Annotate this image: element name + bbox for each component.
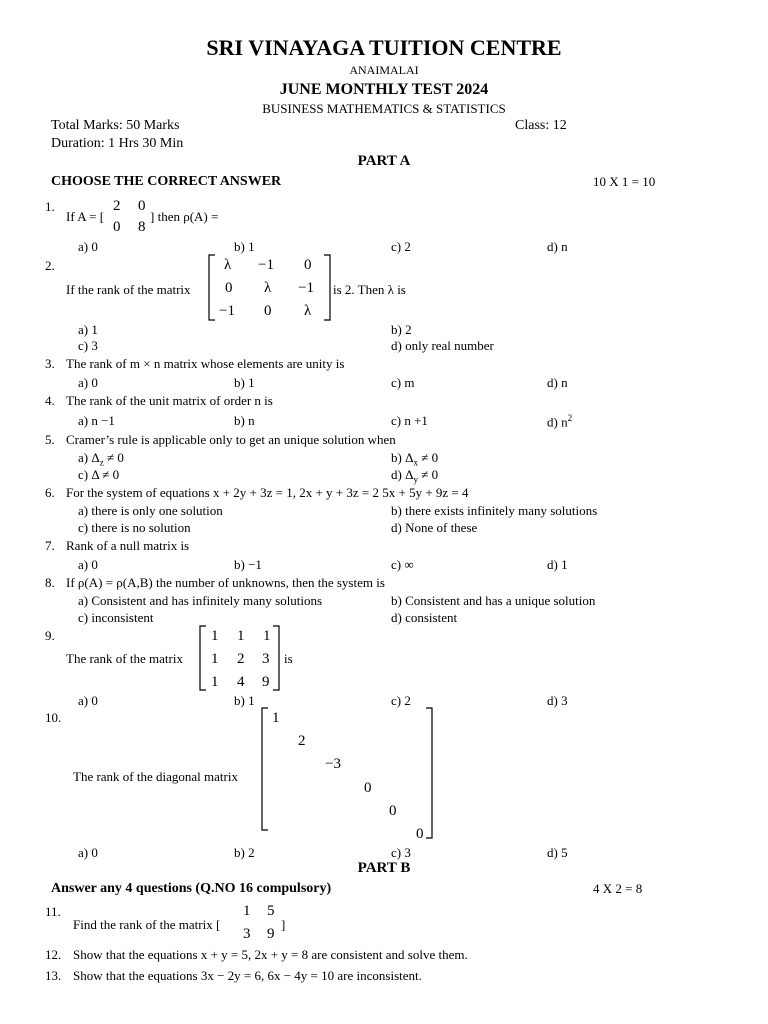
total-marks: Total Marks: 50 Marks <box>51 118 180 133</box>
q5-option-c: c) Δ ≠ 0 <box>78 467 120 482</box>
q11-matrix-cell: 5 <box>267 903 275 919</box>
part-b-title: PART B <box>357 860 411 876</box>
q1-matrix-cell: 2 <box>113 198 121 214</box>
q2-option-c: c) 3 <box>78 338 98 353</box>
q2-text-pre: If the rank of the matrix <box>66 282 191 297</box>
q2-matrix-cell: λ <box>224 257 232 273</box>
q9-matrix-cell: 3 <box>262 651 270 667</box>
q12-number: 12. <box>45 947 62 962</box>
q1-text-post: ] then ρ(A) = <box>150 209 219 224</box>
q7-option-d: d) 1 <box>547 557 568 572</box>
part-a-instruction: CHOOSE THE CORRECT ANSWER <box>51 174 282 189</box>
q2-option-d: d) only real number <box>391 338 494 353</box>
q10-option-a: a) 0 <box>78 845 98 860</box>
q2-matrix-cell: λ <box>264 280 272 296</box>
q3-option-b: b) 1 <box>234 375 255 390</box>
q9-matrix-cell: 2 <box>237 651 245 667</box>
q2-matrix-cell: −1 <box>258 257 274 273</box>
school-title: SRI VINAYAGA TUITION CENTRE <box>206 35 562 60</box>
q4-number: 4. <box>45 393 55 408</box>
duration: Duration: 1 Hrs 30 Min <box>51 136 184 151</box>
q4-option-c: c) n +1 <box>391 413 428 428</box>
part-a-marks: 10 X 1 = 10 <box>593 174 656 189</box>
q5-text: Cramer’s rule is applicable only to get an unique solution when <box>66 432 396 447</box>
q2-option-b: b) 2 <box>391 322 412 337</box>
q6-option-a: a) there is only one solution <box>78 503 223 518</box>
q12-text: Show that the equations x + y = 5, 2x + y = 8 are consistent and solve them. <box>73 947 468 962</box>
q13-text: Show that the equations 3x − 2y = 6, 6x − 4y = 10 are inconsistent. <box>73 968 422 983</box>
q11-matrix-cell: 1 <box>243 903 251 919</box>
q8-option-c: c) inconsistent <box>78 610 154 625</box>
q4-option-b: b) n <box>234 413 255 428</box>
q9-number: 9. <box>45 628 55 643</box>
q9-matrix-cell: 1 <box>211 651 219 667</box>
q2-matrix-cell: 0 <box>304 257 312 273</box>
q6-option-d: d) None of these <box>391 520 478 535</box>
q7-option-a: a) 0 <box>78 557 98 572</box>
q4-option-a: a) n −1 <box>78 413 115 428</box>
q9-option-a: a) 0 <box>78 693 98 708</box>
q7-option-c: c) ∞ <box>391 557 414 572</box>
q8-text: If ρ(A) = ρ(A,B) the number of unknowns, then the system is <box>66 575 385 590</box>
q5-option-d: d) $\Delta_y \ne 0$ <box>391 467 439 485</box>
q11-number: 11. <box>45 904 61 919</box>
q8-option-d: d) consistent <box>391 610 458 625</box>
q1-matrix-cell: 0 <box>138 198 146 214</box>
q9-left-bracket <box>200 626 206 690</box>
q9-option-d: d) 3 <box>547 693 568 708</box>
q1-option-a: a) 0 <box>78 239 98 254</box>
q5-option-b: b) $\Delta_x \ne 0$ <box>391 450 439 468</box>
part-b-marks: 4 X 2 = 8 <box>593 881 643 896</box>
q2-matrix-cell: λ <box>304 303 312 319</box>
q3-option-a: a) 0 <box>78 375 98 390</box>
q10-matrix-cell: 1 <box>272 710 280 726</box>
q10-left-bracket <box>262 708 268 830</box>
q9-matrix-cell: 9 <box>262 674 270 690</box>
q10-matrix-cell: −3 <box>325 756 341 772</box>
q7-number: 7. <box>45 538 55 553</box>
part-b-instruction: Answer any 4 questions (Q.NO 16 compulsory) <box>51 881 332 896</box>
q2-matrix-cell: 0 <box>264 303 272 319</box>
q1-number: 1. <box>45 199 55 214</box>
q2-matrix-cell: 0 <box>225 280 233 296</box>
q9-option-b: b) 1 <box>234 693 255 708</box>
q1-matrix-cell: 0 <box>113 219 121 235</box>
q6-option-c: c) there is no solution <box>78 520 191 535</box>
q9-matrix-cell: 4 <box>237 674 245 690</box>
q10-matrix-cell: 0 <box>389 803 397 819</box>
q10-matrix-cell: 0 <box>416 826 424 842</box>
q9-matrix-cell: 1 <box>237 628 245 644</box>
q9-matrix-cell: 1 <box>211 674 219 690</box>
q2-number: 2. <box>45 258 55 273</box>
q6-number: 6. <box>45 485 55 500</box>
q4-option-d: d) $n^2$ <box>547 413 573 430</box>
q1-option-c: c) 2 <box>391 239 411 254</box>
q1-text-pre: If A = [ <box>66 209 105 224</box>
q9-right-bracket <box>273 626 279 690</box>
q2-matrix-cell: −1 <box>219 303 235 319</box>
q1-matrix-cell: 8 <box>138 219 146 235</box>
q3-option-c: c) m <box>391 375 415 390</box>
q9-text-post: is <box>284 651 293 666</box>
q11-matrix-cell: 9 <box>267 926 275 942</box>
q9-matrix-cell: 1 <box>211 628 219 644</box>
q8-number: 8. <box>45 575 55 590</box>
q2-matrix-cell: −1 <box>298 280 314 296</box>
q7-text: Rank of a null matrix is <box>66 538 190 553</box>
q10-option-d: d) 5 <box>547 845 568 860</box>
q9-text-pre: The rank of the matrix <box>66 651 183 666</box>
q10-right-bracket <box>426 708 432 838</box>
q5-number: 5. <box>45 432 55 447</box>
q5-option-a: a) $\Delta_z \ne 0$ <box>78 450 124 468</box>
q10-number: 10. <box>45 710 62 725</box>
q10-matrix-cell: 0 <box>364 780 372 796</box>
q3-option-d: d) n <box>547 375 568 390</box>
q3-text: The rank of m × n matrix whose elements are unity is <box>66 356 345 371</box>
q11-matrix-cell: 3 <box>243 926 251 942</box>
q8-option-a: a) Consistent and has infinitely many solutions <box>78 593 323 608</box>
q6-option-b: b) there exists infinitely many solutions <box>391 503 598 518</box>
q7-option-b: b) −1 <box>234 557 262 572</box>
q13-number: 13. <box>45 968 62 983</box>
q2-right-bracket <box>324 255 330 320</box>
school-place: ANAIMALAI <box>349 63 419 77</box>
q4-text: The rank of the unit matrix of order n is <box>66 393 273 408</box>
q10-option-c: c) 3 <box>391 845 411 860</box>
q11-text-pre: Find the rank of the matrix [ <box>73 917 221 932</box>
q8-option-b: b) Consistent and has a unique solution <box>391 593 596 608</box>
test-title: JUNE MONTHLY TEST 2024 <box>279 81 489 98</box>
q6-text: For the system of equations x + 2y + 3z = 1, 2x + y + 3z = 2 5x + 5y + 9z = 4 <box>66 485 469 500</box>
q10-option-b: b) 2 <box>234 845 255 860</box>
q1-option-d: d) n <box>547 239 568 254</box>
q2-text-post: is 2. Then λ is <box>333 282 406 297</box>
q9-option-c: c) 2 <box>391 693 411 708</box>
q1-option-b: b) 1 <box>234 239 255 254</box>
q9-matrix-cell: 1 <box>263 628 271 644</box>
q10-matrix-cell: 2 <box>298 733 306 749</box>
q11-text-post: ] <box>281 917 286 932</box>
q3-number: 3. <box>45 356 55 371</box>
subject-title: BUSINESS MATHEMATICS & STATISTICS <box>262 101 506 116</box>
q2-left-bracket <box>209 255 215 320</box>
class-label: Class: 12 <box>515 118 567 133</box>
part-a-title: PART A <box>357 153 411 169</box>
q10-text-pre: The rank of the diagonal matrix <box>73 769 238 784</box>
q2-option-a: a) 1 <box>78 322 98 337</box>
